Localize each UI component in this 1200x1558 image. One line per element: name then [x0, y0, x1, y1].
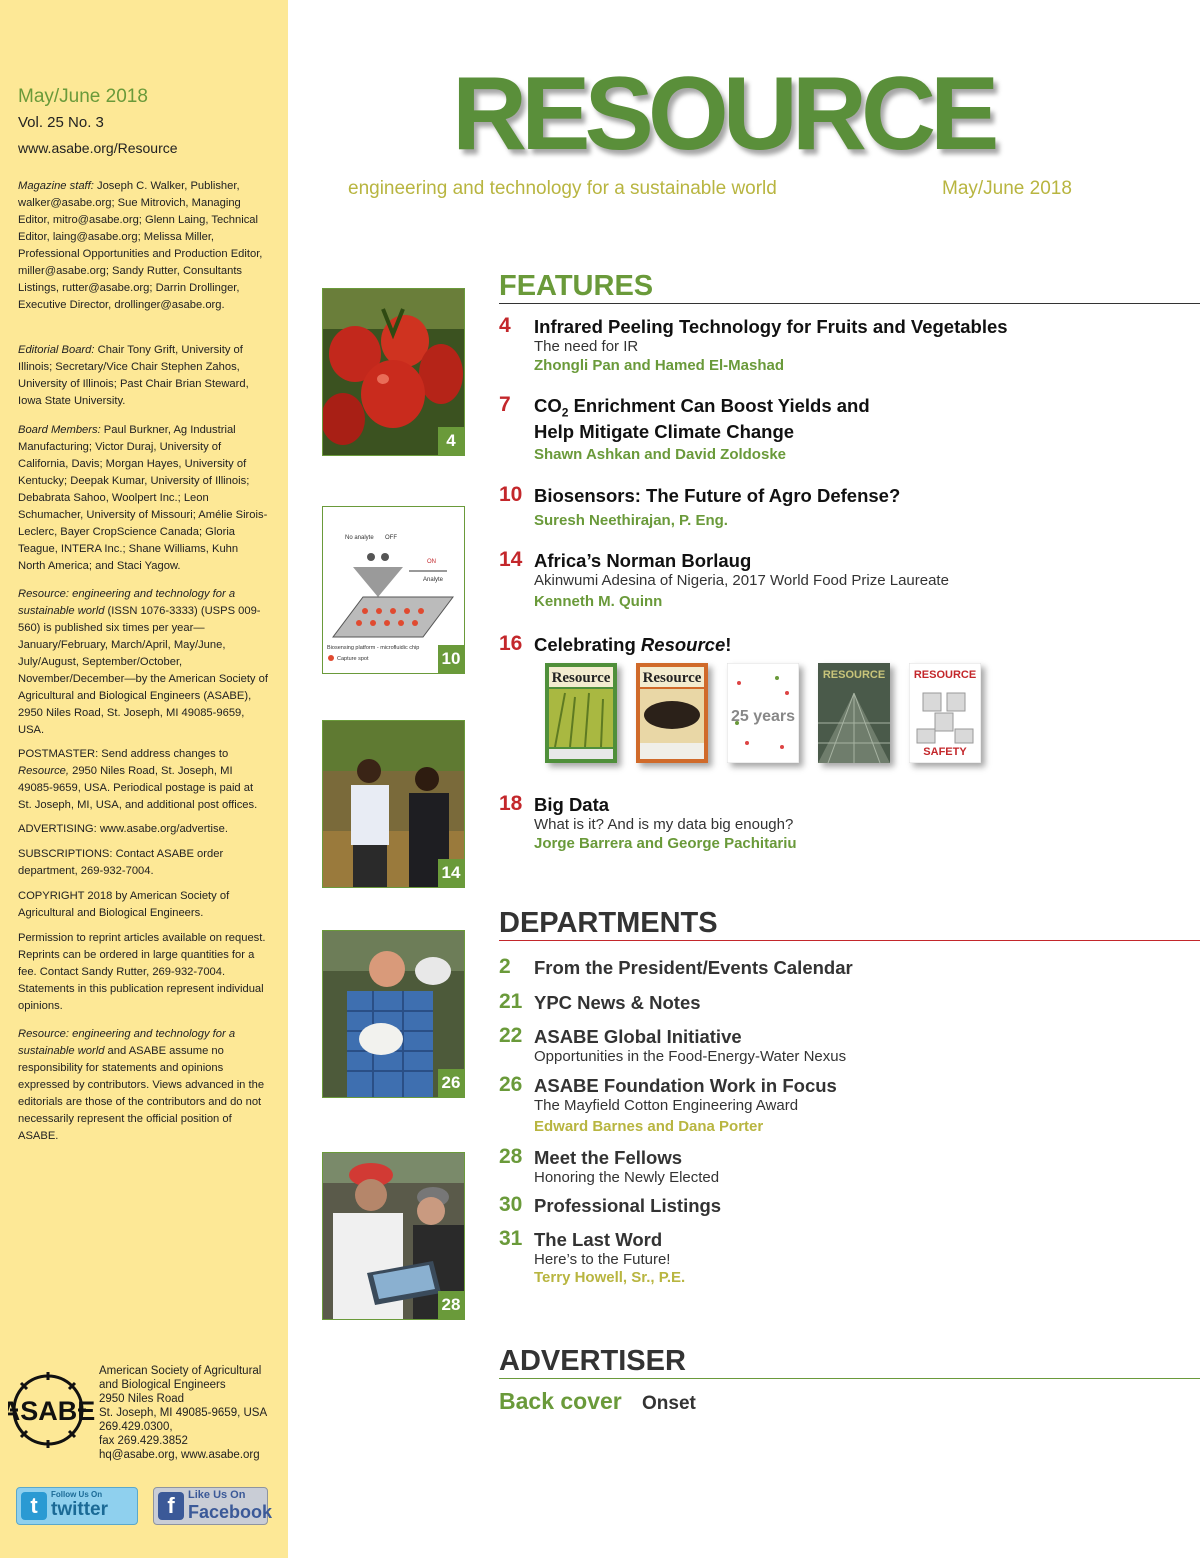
- page-number: 30: [499, 1193, 523, 1216]
- twitter-icon: t: [21, 1492, 47, 1520]
- features-heading: FEATURES: [499, 270, 654, 302]
- feature-title: Big Data: [534, 794, 610, 815]
- facebook-icon: f: [158, 1492, 184, 1520]
- department-subtitle: Here’s to the Future!: [534, 1251, 671, 1268]
- page-number: 22: [499, 1024, 523, 1047]
- departments-rule: [499, 940, 1200, 941]
- page-number: 4: [499, 314, 511, 337]
- advertiser-name[interactable]: Onset: [642, 1393, 696, 1414]
- svg-text:25 years: 25 years: [730, 708, 796, 725]
- photo-page-number: 26: [438, 1069, 464, 1097]
- page-number: 16: [499, 632, 523, 655]
- magazine-url[interactable]: www.asabe.org/Resource: [18, 140, 178, 156]
- photo-cotton[interactable]: [322, 930, 465, 1098]
- board-members: Board Members: Paul Burkner, Ag Industrial Manufacturing; Victor Duraj, University of California, Davis; Morgan Hayes, University of Kentucky; Deepak Kumar, University of Illinois; Debabrata Sahoo, Woolpert Inc.; Leon Schumacher, University of Missouri; Amélie Sirois-Leclerc, Bayer CropScience Canada; Gloria Teague, INTERA Inc.; Shane Williams, Kuhn North America; and Staci Yagow.: [18, 424, 268, 572]
- department-title: From the President/Events Calendar: [534, 957, 853, 978]
- svg-text:RESOURCE: RESOURCE: [822, 669, 886, 681]
- photo-tablet[interactable]: [322, 1152, 465, 1320]
- cover-thumbnail[interactable]: [909, 663, 981, 763]
- department-authors: Terry Howell, Sr., P.E.: [534, 1269, 686, 1286]
- department-title: ASABE Global Initiative: [534, 1026, 742, 1047]
- photo-biosensor-diagram[interactable]: [322, 506, 465, 674]
- page-number: 28: [499, 1145, 523, 1168]
- departments-heading: DEPARTMENTS: [499, 907, 718, 939]
- feature-subtitle: Akinwumi Adesina of Nigeria, 2017 World Food Prize Laureate: [534, 572, 949, 589]
- svg-text:Analyte: Analyte: [423, 577, 444, 583]
- advertiser-location: Back cover: [499, 1388, 622, 1414]
- svg-text:OFF: OFF: [385, 535, 397, 541]
- page-number: 21: [499, 990, 523, 1013]
- svg-text:Capture spot: Capture spot: [337, 656, 369, 662]
- page-number: 31: [499, 1227, 523, 1250]
- cover-thumbnail[interactable]: [818, 663, 890, 763]
- department-title: YPC News & Notes: [534, 992, 701, 1013]
- svg-text:ASABE: ASABE: [8, 1396, 96, 1426]
- feature-title: Biosensors: The Future of Agro Defense?: [534, 485, 901, 506]
- department-subtitle: Honoring the Newly Elected: [534, 1169, 720, 1186]
- feature-authors: Shawn Ashkan and David Zoldoske: [534, 446, 786, 463]
- department-title: Meet the Fellows: [534, 1147, 683, 1168]
- organization-address: American Society of Agricultural and Biological Engineers 2950 Niles Road St. Joseph, MI 49085-9659, USA 269.429.0300, fax 269.429.3852 hq@asabe.org, www.asabe.org: [99, 1365, 268, 1461]
- postmaster-notice: POSTMASTER: Send address changes to Resource, 2950 Niles Road, St. Joseph, MI 49085-9659, USA. Periodical postage is paid at St. Joseph, MI, USA, and additional post offices.: [18, 748, 258, 811]
- copyright-note: COPYRIGHT 2018 by American Society of Agricultural and Biological Engineers.: [18, 890, 230, 919]
- facebook-like-button[interactable]: f Like Us On Facebook: [153, 1487, 268, 1525]
- svg-text:No analyte: No analyte: [345, 535, 374, 541]
- permission-note: Permission to reprint articles available on request. Reprints can be ordered in large quantities for a fee. Contact Sandy Rutter, 269-932-7004. Statements in this publication represent individual opinions.: [18, 932, 266, 1012]
- cover-thumbnail[interactable]: [636, 663, 708, 763]
- feature-authors: Jorge Barrera and George Pachitariu: [534, 835, 797, 852]
- department-authors: Edward Barnes and Dana Porter: [534, 1118, 764, 1135]
- asabe-logo: [8, 1372, 96, 1452]
- photo-tomatoes[interactable]: [322, 288, 465, 456]
- department-subtitle: The Mayfield Cotton Engineering Award: [534, 1097, 799, 1114]
- masthead-title: RESOURCE: [452, 56, 994, 172]
- photo-page-number: 4: [438, 427, 464, 455]
- page-number: 18: [499, 792, 523, 815]
- svg-text:Biosensing platform - microflu: Biosensing platform - microfluidic chip: [327, 645, 420, 651]
- feature-authors: Kenneth M. Quinn: [534, 593, 663, 610]
- cover-thumbnail[interactable]: [727, 663, 799, 763]
- twitter-follow-button[interactable]: t Follow Us On twitter: [16, 1487, 138, 1525]
- svg-text:Resource: Resource: [642, 670, 702, 686]
- page-number: 14: [499, 548, 523, 571]
- page-number: 7: [499, 393, 511, 416]
- photo-field-visit[interactable]: [322, 720, 465, 888]
- editorial-board: Editorial Board: Chair Tony Grift, University of Illinois; Secretary/Vice Chair Stephen Zahos, University of Illinois; Past Chair Brian Steward, Iowa State University.: [18, 344, 249, 407]
- department-subtitle: Opportunities in the Food-Energy-Water Nexus: [534, 1048, 847, 1065]
- photo-page-number: 28: [438, 1291, 464, 1319]
- page-number: 2: [499, 955, 511, 978]
- svg-text:ON: ON: [427, 559, 436, 565]
- feature-title: Celebrating Resource!: [534, 634, 732, 655]
- svg-text:RESOURCE: RESOURCE: [913, 669, 977, 681]
- feature-authors: Suresh Neethirajan, P. Eng.: [534, 512, 728, 529]
- staff-list: Magazine staff: Joseph C. Walker, Publisher, walker@asabe.org; Sue Mitrovich, Managing Editor, mitro@asabe.org; Glenn Laing, Technical Editor, laing@asabe.org; Melissa Miller, Professional Opportunities and Production Editor, miller@asabe.org; Sandy Rutter, Consultants Listings, rutter@asabe.org; Darrin Drollinger, Executive Director, drollinger@asabe.org.: [18, 180, 263, 311]
- advertiser-heading: ADVERTISER: [499, 1345, 686, 1377]
- masthead-sidebar: [0, 0, 288, 1558]
- photo-page-number: 14: [438, 859, 464, 887]
- feature-title: Africa’s Norman Borlaug: [534, 550, 752, 571]
- header-issue-date: May/June 2018: [942, 178, 1072, 199]
- issue-date: May/June 2018: [18, 86, 148, 107]
- feature-authors: Zhongli Pan and Hamed El-Mashad: [534, 357, 785, 374]
- tagline: engineering and technology for a sustainable world: [348, 178, 777, 199]
- volume-number: Vol. 25 No. 3: [18, 114, 104, 131]
- svg-text:Resource: Resource: [551, 670, 611, 686]
- advertising-note: ADVERTISING: www.asabe.org/advertise.: [18, 823, 228, 835]
- department-title: The Last Word: [534, 1229, 663, 1250]
- publication-statement: Resource: engineering and technology for a sustainable world (ISSN 1076-3333) (USPS 009-560) is published six times per year—January/February, March/April, May/June, July/August, September/October, November/December—by the American Society of Agricultural and Biological Engineers (ASABE), 2950 Niles Road, St. Joseph, MI 49085-9659, USA.: [18, 588, 268, 736]
- page-number: 26: [499, 1073, 523, 1096]
- svg-text:SAFETY: SAFETY: [923, 746, 967, 758]
- feature-title: $CO_2$ Enrichment Can Boost Yields and: [534, 395, 870, 420]
- advertiser-rule: [499, 1378, 1200, 1379]
- cover-thumbnail[interactable]: [545, 663, 617, 763]
- subscriptions-note: SUBSCRIPTIONS: Contact ASABE order department, 269-932-7004.: [18, 848, 224, 877]
- feature-title: Infrared Peeling Technology for Fruits and Vegetables: [534, 316, 1008, 337]
- page-number: 10: [499, 483, 523, 506]
- feature-subtitle: What is it? And is my data big enough?: [534, 816, 794, 833]
- disclaimer-note: Resource: engineering and technology for a sustainable world and ASABE assume no responsibility for statements and opinions expressed by contributors. Views advanced in the editorials are those of the contributors and do not necessarily represent the official position of ASABE.: [18, 1028, 265, 1142]
- feature-subtitle: The need for IR: [534, 338, 639, 355]
- photo-page-number: 10: [438, 645, 464, 673]
- features-rule: [499, 303, 1200, 304]
- department-title: ASABE Foundation Work in Focus: [534, 1075, 837, 1096]
- department-title: Professional Listings: [534, 1195, 722, 1216]
- feature-title-line2: Help Mitigate Climate Change: [534, 421, 795, 442]
